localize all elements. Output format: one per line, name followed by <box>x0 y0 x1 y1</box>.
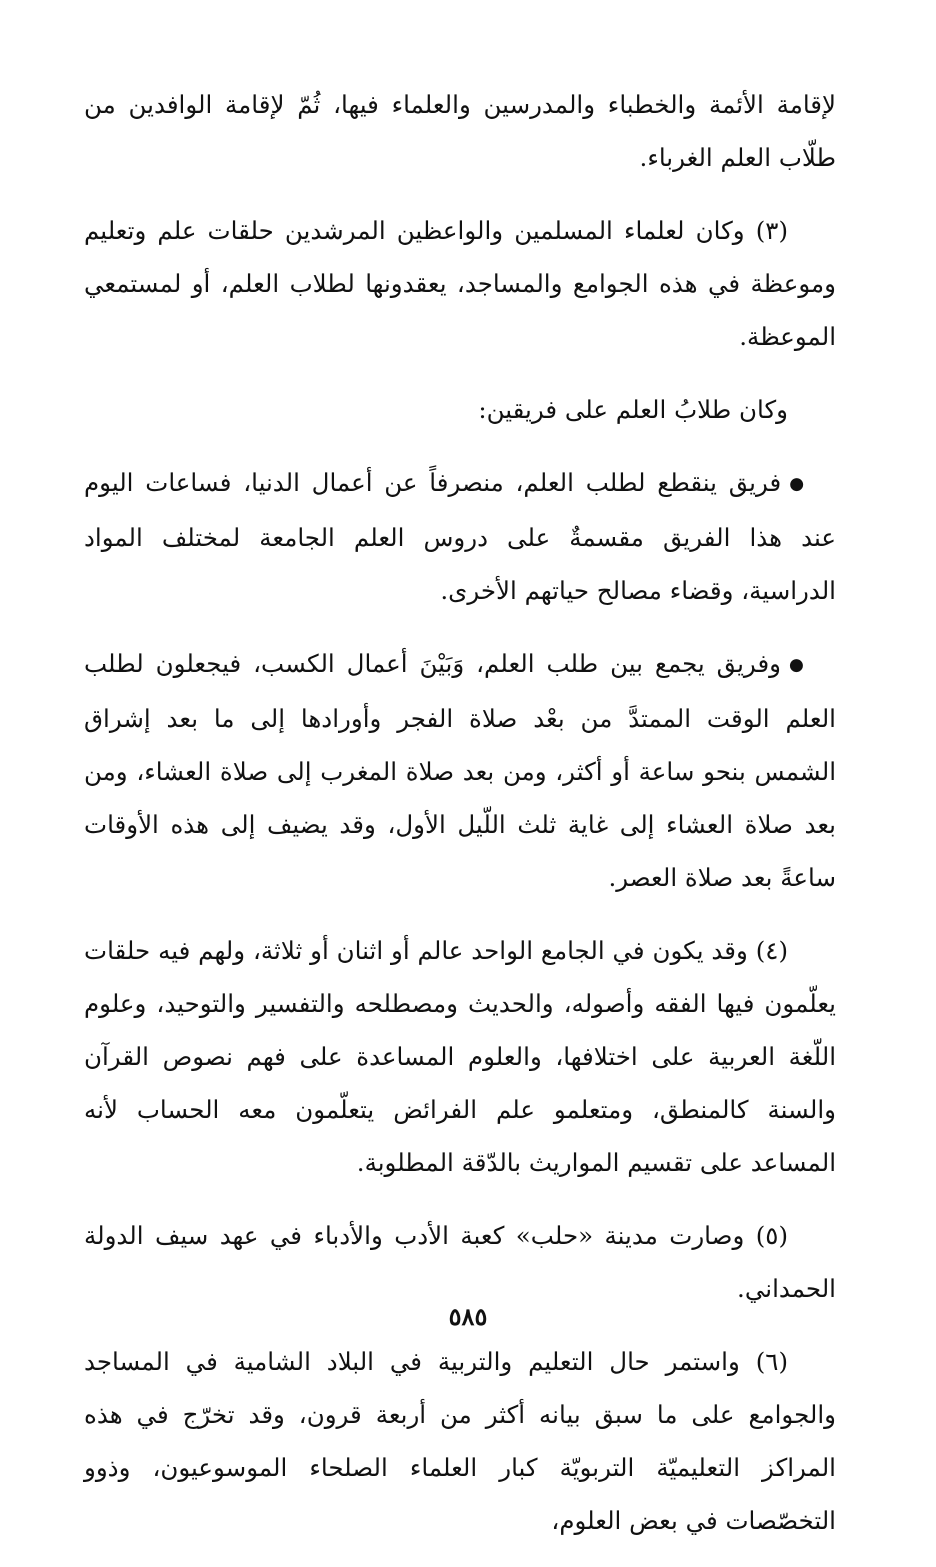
bullet-icon <box>781 649 808 678</box>
paragraph-students-groups: وكان طلابُ العلم على فريقين: <box>478 395 788 424</box>
paragraph-5: (٥) وصارت مدينة «حلب» كعبة الأدب والأدباء في عهد سيف الدولة الحمداني. <box>84 1221 836 1303</box>
bullet-item-second-group <box>84 637 836 904</box>
page-number: ٥٨٥ <box>448 1302 488 1331</box>
paragraph-6: (٦) واستمر حال التعليم والتربية في البلاد الشامية في المساجد والجوامع على ما سبق بيانه أكثر من أربعة قرون، وقد تخرّج في هذه المراكز التعليميّة التربويّة كبار العلماء الصلحاء الموسوعيون، وذوو التخصّصات في بعض العلوم، <box>84 1347 836 1535</box>
paragraph-3: (٣) وكان لعلماء المسلمين والواعظين المرشدين حلقات علم وتعليم وموعظة في هذه الجوامع والمساجد، يعقدونها لطلاب العلم، أو لمستمعي الموعظة. <box>84 216 836 351</box>
bullet-text: فريق ينقطع لطلب العلم، منصرفاً عن أعمال الدنيا، فساعات اليوم عند هذا الفريق مقسمةٌ على دروس العلم الجامعة لمختلف المواد الدراسية، وقضاء مصالح حياتهم الأخرى. <box>84 468 836 605</box>
bullet-icon <box>781 468 808 497</box>
page-body <box>84 78 836 1567</box>
paragraph-4: (٤) وقد يكون في الجامع الواحد عالم أو اثنان أو ثلاثة، ولهم فيه حلقات يعلّمون فيها الفقه وأصوله، والحديث ومصطلحه والتفسير والتوحيد، وعلوم اللّغة العربية على اختلافها، والعلوم المساعدة على فهم نصوص القرآن والسنة كالمنطق، ومتعلمو علم الفرائض يتعلّمون معه الحساب لأنه المساعد على تقسيم المواريث بالدّقة المطلوبة. <box>84 936 836 1177</box>
bullet-text: وفريق يجمع بين طلب العلم، وَبَيْنَ أعمال الكسب، فيجعلون لطلب العلم الوقت الممتدَّ من بعْد صلاة الفجر وأورادها إلى ما بعد إشراق الشمس بنحو ساعة أو أكثر، ومن بعد صلاة المغرب إلى صلاة العشاء، ومن بعد صلاة العشاء إلى غاية ثلث اللّيل الأول، وقد يضيف إلى هذه الأوقات ساعةً بعد صلاة العصر. <box>84 649 836 892</box>
bullet-item-first-group <box>84 456 836 617</box>
paragraph-continuation: لإقامة الأئمة والخطباء والمدرسين والعلماء فيها، ثُمّ لإقامة الوافدين من طلّاب العلم الغرباء. <box>84 90 836 172</box>
